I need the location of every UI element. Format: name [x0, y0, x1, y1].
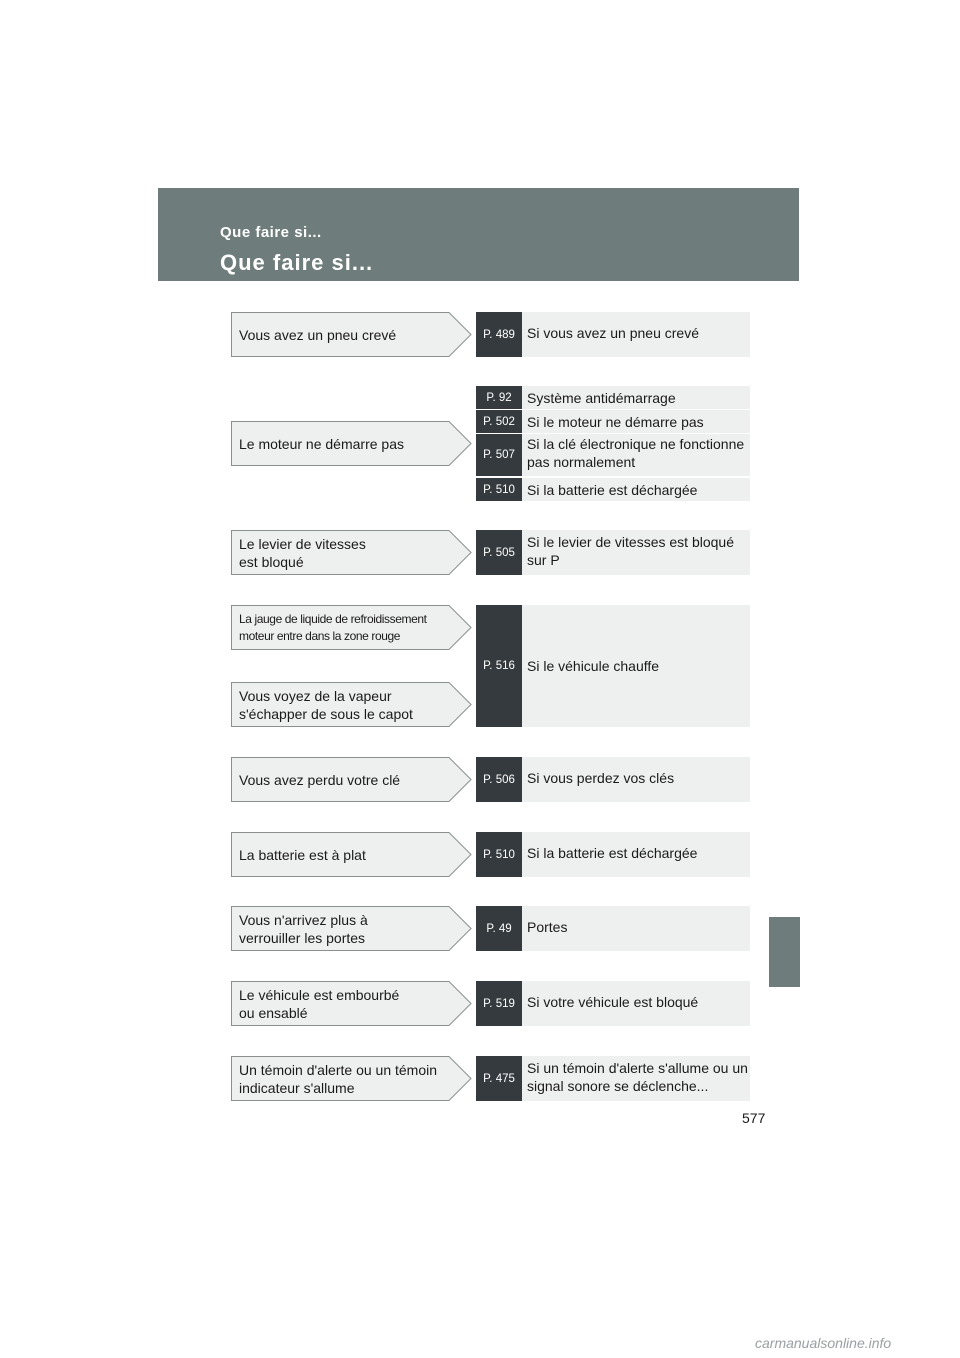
page-ref-link[interactable]: P. 516 [476, 605, 522, 727]
problem-text: Un témoin d'alerte ou un témoin indicateur s'allume [239, 1061, 438, 1096]
solution-text: Si le levier de vitesses est bloqué sur P [522, 530, 750, 575]
solution-text: Système antidémarrage [522, 386, 750, 409]
solution-text: Si la clé électronique ne fonctionne pas normalement [522, 434, 750, 476]
solution-text: Portes [522, 906, 750, 951]
problem-box [231, 757, 472, 802]
problem-box [231, 906, 472, 951]
problem-text: Le moteur ne démarre pas [239, 435, 404, 452]
page-number: 577 [742, 1110, 766, 1126]
solution-text: Si vous avez un pneu crevé [522, 312, 750, 357]
solution-text: Si la batterie est déchargée [522, 478, 750, 501]
page-ref-link[interactable]: P. 510 [476, 478, 522, 501]
problem-box [231, 832, 472, 877]
header-small-title: Que faire si... [220, 224, 322, 241]
page-ref-link[interactable]: P. 505 [476, 530, 522, 575]
problem-text: Vous n'arrivez plus à verrouiller les portes [239, 911, 368, 946]
solution-text: Si un témoin d'alerte s'allume ou un signal sonore se déclenche... [522, 1056, 750, 1101]
solution-text: Si vous perdez vos clés [522, 757, 750, 802]
problem-box [231, 530, 472, 575]
problem-text: La jauge de liquide de refroidissement moteur entre dans la zone rouge [239, 611, 427, 643]
page-ref-link[interactable]: P. 49 [476, 906, 522, 951]
solution-text: Si votre véhicule est bloqué [522, 981, 750, 1026]
problem-box [231, 421, 472, 466]
page-ref-link[interactable]: P. 502 [476, 410, 522, 433]
page-ref-link[interactable]: P. 92 [476, 386, 522, 409]
chapter-side-tab [769, 917, 800, 987]
page-ref-link[interactable]: P. 506 [476, 757, 522, 802]
problem-box [231, 1056, 472, 1101]
problem-box [231, 605, 472, 650]
problem-box [231, 981, 472, 1026]
problem-text: Le levier de vitesses est bloqué [239, 535, 366, 570]
solution-text: Si le moteur ne démarre pas [522, 410, 750, 433]
page-ref-link[interactable]: P. 519 [476, 981, 522, 1026]
problem-text: La batterie est à plat [239, 846, 366, 863]
watermark: carmanualsonline.info [755, 1335, 892, 1351]
page-ref-link[interactable]: P. 475 [476, 1056, 522, 1101]
problem-box [231, 682, 472, 727]
page-header [158, 188, 799, 281]
page-ref-link[interactable]: P. 489 [476, 312, 522, 357]
problem-text: Le véhicule est embourbé ou ensablé [239, 986, 400, 1021]
problem-box [231, 312, 472, 357]
page-ref-link[interactable]: P. 510 [476, 832, 522, 877]
problem-text: Vous avez perdu votre clé [239, 771, 401, 788]
page-ref-link[interactable]: P. 507 [476, 434, 522, 476]
problem-text: Vous avez un pneu crevé [239, 326, 397, 343]
solution-text: Si le véhicule chauffe [522, 605, 750, 727]
solution-text: Si la batterie est déchargée [522, 832, 750, 877]
header-title: Que faire si... [220, 250, 374, 275]
problem-text: Vous voyez de la vapeur s'échapper de sous le capot [239, 687, 413, 722]
